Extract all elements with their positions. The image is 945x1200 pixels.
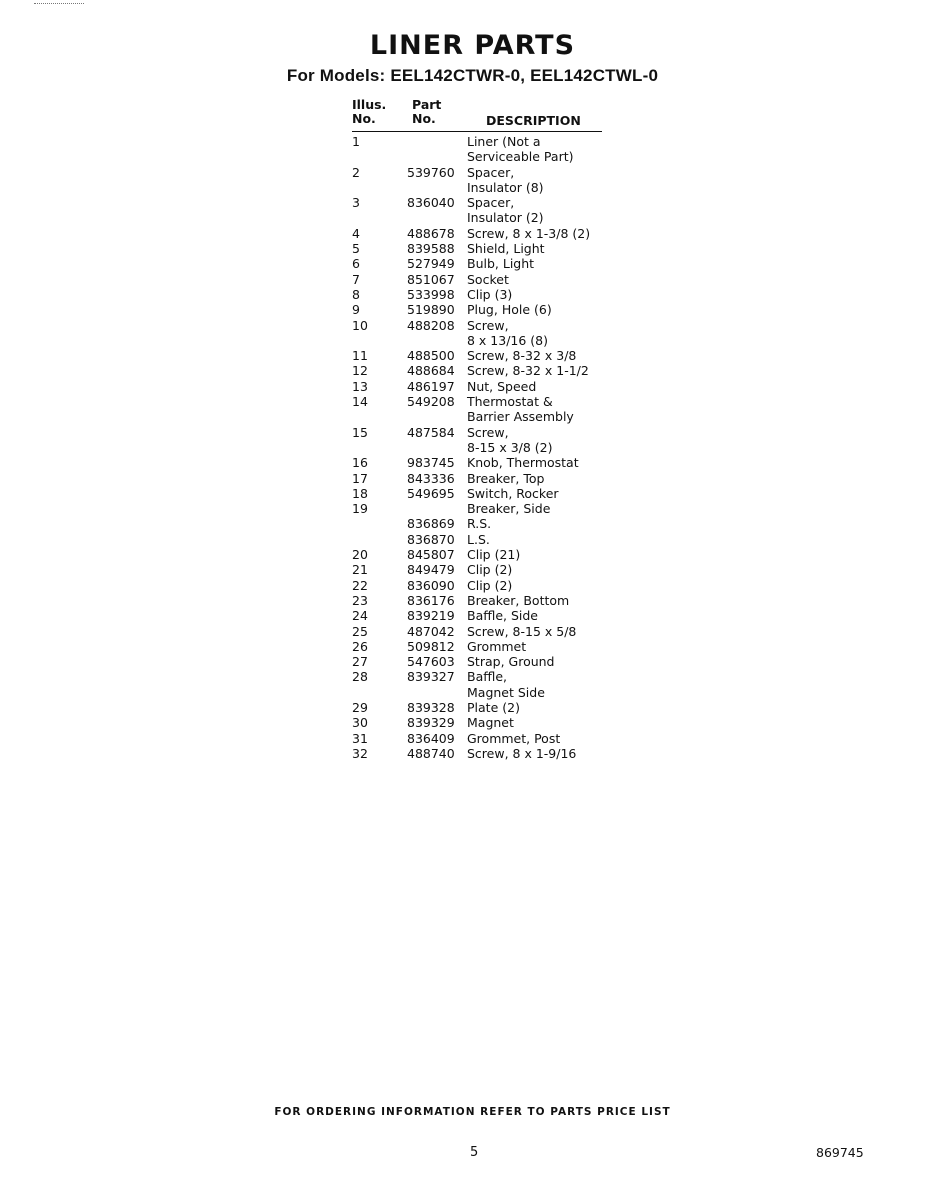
illus-no-cell: 2 <box>352 164 360 180</box>
illus-no-cell: 14 <box>352 394 368 410</box>
illus-no-cell: 26 <box>352 638 368 654</box>
illus-no-cell: 31 <box>352 730 368 746</box>
part-no-cell: 519890 <box>407 302 455 318</box>
description-cell: Clip (3) <box>467 286 513 302</box>
table-row <box>352 256 602 271</box>
illus-no-cell: 28 <box>352 669 368 685</box>
illus-no-cell: 24 <box>352 608 368 624</box>
illus-no-cell: 10 <box>352 317 368 333</box>
part-no-cell: 836040 <box>407 195 455 211</box>
description-cell: L.S. <box>467 531 490 547</box>
table-row <box>352 547 602 562</box>
description-cell: Grommet <box>467 638 527 654</box>
part-no-cell: 839327 <box>407 669 455 685</box>
table-row <box>352 363 602 378</box>
description-cell: Screw, 8-32 x 1-1/2 <box>467 363 589 379</box>
part-no-cell: 845807 <box>407 547 455 563</box>
illus-no-cell: 18 <box>352 485 368 501</box>
part-no-cell: 836090 <box>407 577 455 593</box>
table-row <box>352 746 602 761</box>
part-no-cell: 549208 <box>407 394 455 410</box>
table-row <box>352 134 602 165</box>
description-cell: Spacer, Insulator (8) <box>467 164 544 195</box>
description-cell: Clip (21) <box>467 547 521 563</box>
part-no-cell: 549695 <box>407 485 455 501</box>
table-header <box>352 98 602 132</box>
part-no-cell: 488740 <box>407 745 455 761</box>
illus-no-cell: 29 <box>352 699 368 715</box>
illus-no-cell: 15 <box>352 424 368 440</box>
description-cell: Screw, 8-15 x 5/8 <box>467 623 577 639</box>
description-cell: Plate (2) <box>467 699 520 715</box>
description-cell: Switch, Rocker <box>467 485 559 501</box>
illus-no-cell: 23 <box>352 592 368 608</box>
models-subtitle: For Models: EEL142CTWR-0, EEL142CTWL-0 <box>286 66 659 85</box>
table-row <box>352 425 602 456</box>
table-row <box>352 608 602 623</box>
illus-no-cell: 1 <box>352 134 360 149</box>
description-cell: Spacer, Insulator (2) <box>467 195 544 226</box>
part-no-cell: 488678 <box>407 225 455 241</box>
part-no-cell: 983745 <box>407 455 455 471</box>
illus-no-cell: 7 <box>352 271 360 287</box>
table-row <box>352 715 602 730</box>
part-no-cell: 836409 <box>407 730 455 746</box>
table-row <box>352 501 602 516</box>
part-no-cell: 843336 <box>407 470 455 486</box>
table-row <box>352 669 602 700</box>
illus-no-cell: 21 <box>352 562 368 578</box>
part-no-cell: 488684 <box>407 363 455 379</box>
part-no-cell: 836869 <box>407 516 455 532</box>
parts-table <box>352 98 602 761</box>
table-row <box>352 348 602 363</box>
part-no-cell: 487042 <box>407 623 455 639</box>
part-no-cell: 509812 <box>407 638 455 654</box>
description-cell: Baffle, Magnet Side <box>467 669 545 700</box>
part-no-cell: 533998 <box>407 286 455 302</box>
table-row <box>352 226 602 241</box>
header-illus-no: Illus. No. <box>352 97 387 126</box>
page-title-text: LINER PARTS <box>369 30 576 61</box>
table-row <box>352 516 602 531</box>
description-cell: Baffle, Side <box>467 608 538 624</box>
part-no-cell: 839588 <box>407 241 455 257</box>
table-row <box>352 272 602 287</box>
description-cell: Magnet <box>467 715 514 731</box>
table-row <box>352 302 602 317</box>
illus-no-cell: 30 <box>352 715 368 731</box>
illus-no-cell: 17 <box>352 470 368 486</box>
description-cell: Clip (2) <box>467 577 513 593</box>
part-no-cell: 839329 <box>407 715 455 731</box>
table-row <box>352 578 602 593</box>
table-row <box>352 394 602 425</box>
description-cell: Plug, Hole (6) <box>467 302 552 318</box>
part-no-cell: 547603 <box>407 654 455 670</box>
description-cell: Nut, Speed <box>467 378 537 394</box>
description-cell: Breaker, Side <box>467 501 551 517</box>
illus-no-cell: 6 <box>352 256 360 272</box>
description-cell: Breaker, Top <box>467 470 545 486</box>
table-row <box>352 562 602 577</box>
description-cell: Thermostat & Barrier Assembly <box>467 394 574 425</box>
part-no-cell: 488208 <box>407 317 455 333</box>
description-cell: Socket <box>467 271 509 287</box>
table-body <box>352 134 602 761</box>
illus-no-cell: 25 <box>352 623 368 639</box>
description-cell: Knob, Thermostat <box>467 455 579 471</box>
table-row <box>352 700 602 715</box>
description-cell: Grommet, Post <box>467 730 561 746</box>
description-cell: R.S. <box>467 516 492 532</box>
illus-no-cell: 16 <box>352 455 368 471</box>
illus-no-cell: 8 <box>352 286 360 302</box>
part-no-cell: 488500 <box>407 348 455 364</box>
part-no-cell: 487584 <box>407 424 455 440</box>
part-no-cell: 849479 <box>407 562 455 578</box>
part-no-cell: 836870 <box>407 531 455 547</box>
description-cell: Screw, 8-15 x 3/8 (2) <box>467 424 553 455</box>
header-part-no: Part No. <box>412 97 442 126</box>
illus-no-cell: 32 <box>352 745 368 761</box>
table-row <box>352 624 602 639</box>
page-title <box>0 30 945 61</box>
table-row <box>352 593 602 608</box>
table-row <box>352 455 602 470</box>
table-row <box>352 379 602 394</box>
part-no-cell: 839328 <box>407 699 455 715</box>
table-row <box>352 287 602 302</box>
description-cell: Screw, 8-32 x 3/8 <box>467 348 577 364</box>
part-no-cell: 486197 <box>407 378 455 394</box>
part-no-cell: 839219 <box>407 608 455 624</box>
description-cell: Screw, 8 x 1-3/8 (2) <box>467 225 591 241</box>
illus-no-cell: 19 <box>352 501 368 517</box>
description-cell: Clip (2) <box>467 562 513 578</box>
table-row <box>352 471 602 486</box>
description-cell: Screw, 8 x 13/16 (8) <box>467 317 548 348</box>
part-no-cell: 539760 <box>407 164 455 180</box>
table-row <box>352 731 602 746</box>
description-cell: Shield, Light <box>467 241 545 257</box>
table-row <box>352 165 602 196</box>
table-row <box>352 486 602 501</box>
illus-no-cell: 11 <box>352 348 368 364</box>
illus-no-cell: 4 <box>352 225 360 241</box>
part-no-cell: 836176 <box>407 592 455 608</box>
illus-no-cell: 5 <box>352 241 360 257</box>
part-no-cell: 851067 <box>407 271 455 287</box>
description-cell: Bulb, Light <box>467 256 535 272</box>
illus-no-cell: 27 <box>352 654 368 670</box>
table-row <box>352 654 602 669</box>
document-number: 869745 <box>816 1145 864 1160</box>
illus-no-cell: 9 <box>352 302 360 318</box>
header-description: DESCRIPTION <box>486 113 581 128</box>
table-row <box>352 532 602 547</box>
scan-mark <box>34 3 84 5</box>
illus-no-cell: 22 <box>352 577 368 593</box>
illus-no-cell: 13 <box>352 378 368 394</box>
illus-no-cell: 12 <box>352 363 368 379</box>
description-cell: Strap, Ground <box>467 654 555 670</box>
description-cell: Liner (Not a Serviceable Part) <box>467 134 574 165</box>
table-row <box>352 195 602 226</box>
page-number: 5 <box>470 1145 479 1160</box>
part-no-cell: 527949 <box>407 256 455 272</box>
table-row <box>352 639 602 654</box>
illus-no-cell: 3 <box>352 195 360 211</box>
table-row <box>352 318 602 349</box>
illus-no-cell: 20 <box>352 547 368 563</box>
description-cell: Breaker, Bottom <box>467 592 570 608</box>
description-cell: Screw, 8 x 1-9/16 <box>467 745 577 761</box>
table-row <box>352 241 602 256</box>
ordering-note: FOR ORDERING INFORMATION REFER TO PARTS PRICE LIST <box>274 1106 671 1118</box>
